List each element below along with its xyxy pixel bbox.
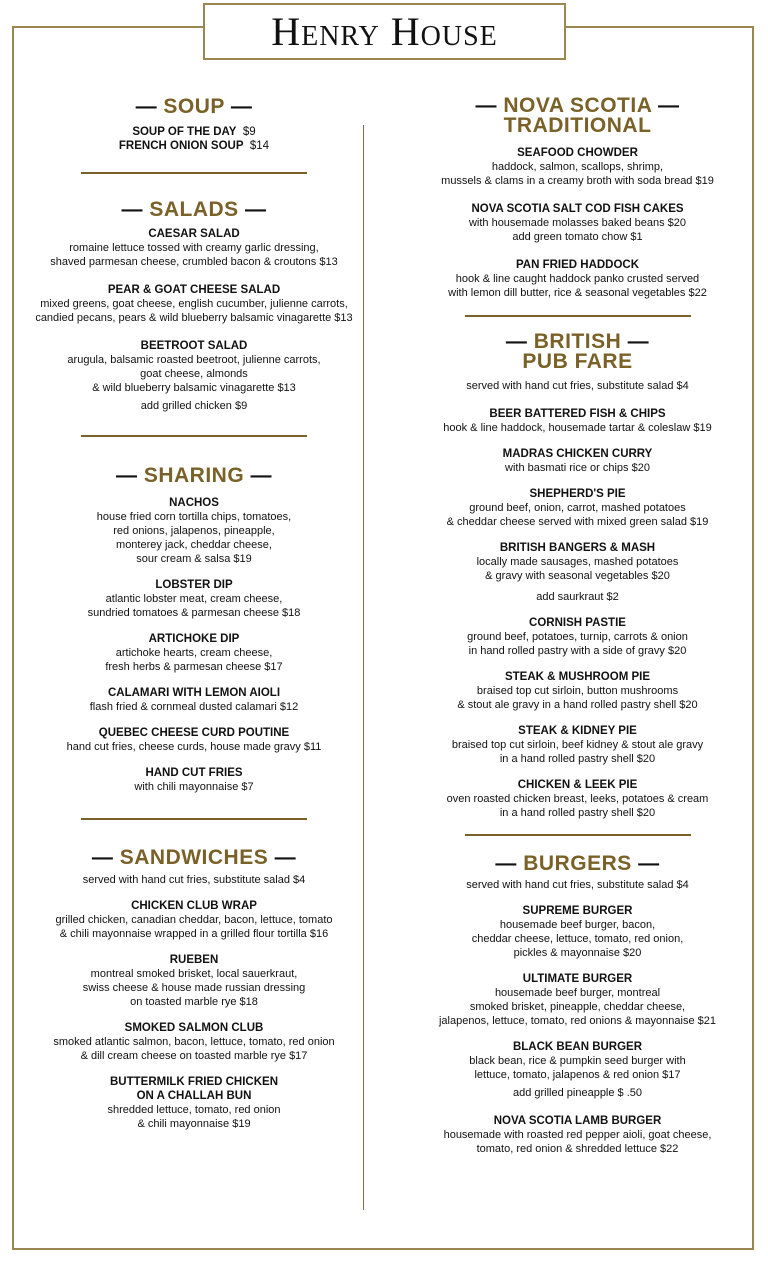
menu-item: PEAR & GOAT CHEESE SALAD mixed greens, goat cheese, english cucumber, julienne carrots, candied pecans, pears & wild blueberry balsamic vinagarette $13 — [35, 284, 353, 324]
menu-item: STEAK & MUSHROOM PIE braised top cut sirloin, button mushrooms & stout ale gravy in a hand rolled pastry shell $20 — [457, 671, 698, 711]
menu-item: MADRAS CHICKEN CURRY with basmati rice or chips $20 — [502, 448, 653, 474]
menu-item: NOVA SCOTIA LAMB BURGER housemade with roasted red pepper aioli, goat cheese, tomato, red onion & shredded lettuce $22 — [443, 1115, 712, 1155]
sharing-section — [30, 465, 358, 794]
section-heading-pub-fare: PUB FARE — [522, 350, 633, 373]
burgers-section — [405, 853, 750, 1156]
section-heading-soup: — SOUP — — [135, 95, 253, 118]
salads-section — [30, 199, 358, 413]
british-section — [405, 332, 750, 820]
menu-item: BUTTERMILK FRIED CHICKEN ON A CHALLAH BUN shredded lettuce, tomato, red onion & chili mayonnaise $19 — [107, 1076, 281, 1130]
soup-section — [30, 96, 358, 153]
right-column — [405, 96, 750, 1156]
menu-item: CALAMARI WITH LEMON AIOLI flash fried & cornmeal dusted calamari $12 — [89, 687, 299, 713]
menu-item: ULTIMATE BURGER housemade beef burger, montreal smoked brisket, pineapple, cheddar cheese, jalapenos, lettuce, tomato, red onions & mayonnaise $21 — [438, 973, 716, 1027]
column-divider — [363, 125, 364, 1210]
section-heading-sandwiches: — SANDWICHES — — [91, 846, 297, 869]
section-heading-sharing: — SHARING — — [115, 464, 273, 487]
menu-item: BEER BATTERED FISH & CHIPS hook & line haddock, housemade tartar & coleslaw $19 — [443, 408, 712, 434]
section-subtitle: served with hand cut fries, substitute salad $4 — [466, 380, 689, 392]
soup-item: FRENCH ONION SOUP $14 — [118, 140, 270, 152]
add-on-note: add grilled chicken $9 — [140, 400, 248, 412]
left-column — [30, 96, 358, 1131]
menu-item: CHICKEN CLUB WRAP grilled chicken, canadian cheddar, bacon, lettuce, tomato & chili mayonnaise wrapped in a grilled flour tortilla $16 — [55, 900, 333, 940]
menu-item: CAESAR SALAD romaine lettuce tossed with creamy garlic dressing, shaved parmesan cheese, crumbled bacon & croutons $13 — [50, 228, 338, 268]
section-heading-burgers: — BURGERS — — [495, 852, 660, 875]
nova-scotia-section — [405, 96, 750, 300]
menu-item: BEETROOT SALAD arugula, balsamic roasted beetroot, julienne carrots, goat cheese, almonds & wild blueberry balsamic vinagarette $13 — [67, 340, 321, 394]
menu-item: NOVA SCOTIA SALT COD FISH CAKES with housemade molasses baked beans $20 add green tomato chow $1 — [468, 203, 687, 243]
section-heading-traditional: TRADITIONAL — [503, 114, 652, 137]
menu-item: CHICKEN & LEEK PIE oven roasted chicken breast, leeks, potatoes & cream in a hand rolled pastry shell $20 — [446, 779, 709, 819]
section-subtitle: served with hand cut fries, substitute salad $4 — [82, 874, 306, 886]
menu-item: ARTICHOKE DIP artichoke hearts, cream cheese, fresh herbs & parmesan cheese $17 — [105, 633, 283, 673]
sandwiches-section — [30, 847, 358, 1131]
menu-item: RUEBEN montreal smoked brisket, local sauerkraut, swiss cheese & house made russian dressing on toasted marble rye $18 — [82, 954, 306, 1008]
section-heading-salads: — SALADS — — [121, 198, 267, 221]
menu-item: LOBSTER DIP atlantic lobster meat, cream cheese, sundried tomatoes & parmesan cheese $18 — [87, 579, 301, 619]
section-heading-nova-scotia: — NOVA SCOTIA — — [475, 94, 680, 117]
section-subtitle: served with hand cut fries, substitute salad $4 — [466, 879, 689, 891]
menu-item: SEAFOOD CHOWDER haddock, salmon, scallops, shrimp, mussels & clams in a creamy broth with soda bread $19 — [441, 147, 714, 187]
menu-item: HAND CUT FRIES with chili mayonnaise $7 — [134, 767, 254, 793]
menu-item: SMOKED SALMON CLUB smoked atlantic salmon, bacon, lettuce, tomato, red onion & dill cream cheese on toasted marble rye $17 — [53, 1022, 335, 1062]
menu-item: SHEPHERD'S PIE ground beef, onion, carrot, mashed potatoes & cheddar cheese served with mixed green salad $19 — [446, 488, 709, 528]
menu-item: STEAK & KIDNEY PIE braised top cut sirloin, beef kidney & stout ale gravy in a hand rolled pastry shell $20 — [451, 725, 704, 765]
menu-item: PAN FRIED HADDOCK hook & line caught haddock panko crusted served with lemon dill butter, rice & seasonal vegetables $22 — [448, 259, 707, 299]
restaurant-name: Henry House — [271, 9, 498, 54]
menu-item: QUEBEC CHEESE CURD POUTINE hand cut fries, cheese curds, house made gravy $11 — [66, 727, 322, 753]
menu-item: CORNISH PASTIE ground beef, potatoes, turnip, carrots & onion in hand rolled pastry with a side of gravy $20 — [467, 617, 688, 657]
menu-item: BLACK BEAN BURGER black bean, rice & pumpkin seed burger with lettuce, tomato, jalapenos & red onion $17 — [469, 1041, 686, 1081]
add-on-note: add grilled pineapple $ .50 — [512, 1087, 643, 1099]
add-on-note: add saurkraut $2 — [536, 591, 619, 603]
soup-item: SOUP OF THE DAY $9 — [132, 126, 256, 138]
menu-item: NACHOS house fried corn tortilla chips, tomatoes, red onions, jalapenos, pineapple, monterey jack, cheddar cheese, sour cream & salsa $19 — [96, 497, 292, 565]
menu-item: SUPREME BURGER housemade beef burger, bacon, cheddar cheese, lettuce, tomato, red onion, pickles & mayonnaise $20 — [471, 905, 684, 959]
title-box — [203, 3, 566, 60]
section-heading-british: — BRITISH — — [505, 330, 650, 353]
menu-item: BRITISH BANGERS & MASH locally made sausages, mashed potatoes & gravy with seasonal vegetables $20 — [476, 542, 679, 582]
